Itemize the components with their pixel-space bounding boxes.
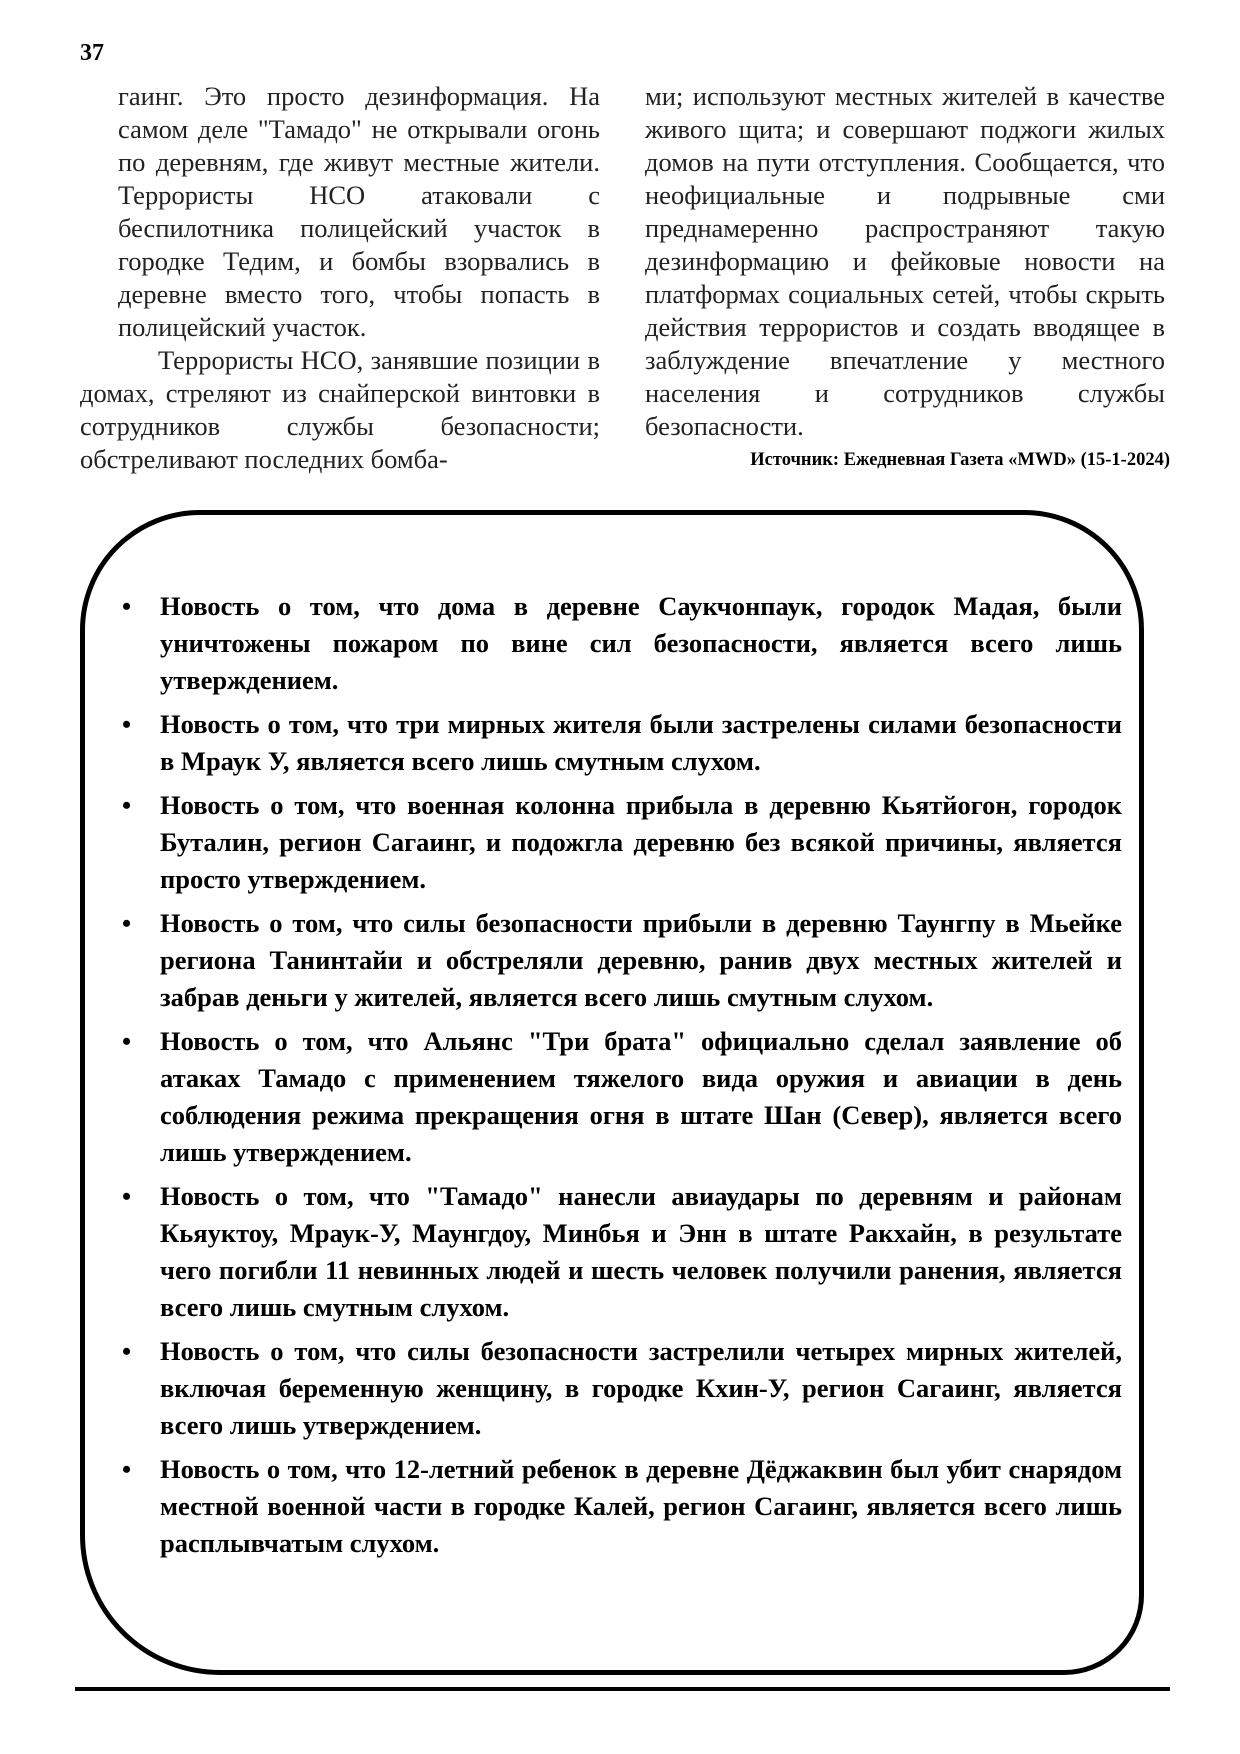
list-item (122, 1023, 1122, 1171)
right-column (645, 80, 1165, 443)
page-number: 37 (80, 40, 104, 66)
list-item-text: Новость о том, что "Тамадо" нанесли авиаудары по деревням и районам Кьяуктоу, Мраук-У, Маунгдоу, Минбья и Энн в штате Ракхайн, в результате чего погибли 11 невинных людей и шесть человек получили ранения, является всего лишь смутным слухом. (160, 1181, 1122, 1322)
list-item-text: Новость о том, что силы безопасности застрелили четырех мирных жителей, включая беременную женщину, в городке Кхин-У, регион Сагаинг, является всего лишь утверждением. (160, 1336, 1122, 1440)
bottom-divider (75, 1687, 1170, 1691)
left-paragraph-1: гаинг. Это просто дезинформация. На самом деле "Тамадо" не открывали огонь по деревням, где живут местные жители. Террористы НСО атаковали с беспилотника полицейский участок в городке Тедим, и бомбы взорвались в деревне вместо того, чтобы попасть в полицейский участок. (118, 81, 600, 342)
bullet-icon: • (122, 1027, 132, 1056)
list-item-text: Новость о том, что три мирных жителя были застрелены силами безопасности в Мраук У, является всего лишь смутным слухом. (160, 709, 1122, 776)
list-item (122, 905, 1122, 1016)
bullet-icon: • (122, 1455, 132, 1484)
bullet-icon: • (122, 1182, 132, 1211)
right-paragraph-1: ми; используют местных жителей в качестве живого щита; и совершают поджоги жилых домов на пути отступления. Сообщается, что неофициальные и подрывные сми преднамеренно распространяют такую дезинформацию и фейковые новости на платформах социальных сетей, чтобы скрыть действия террористов и создать вводящее в заблуждение впечатление у местного населения и сотрудников службы безопасности. (645, 81, 1165, 441)
list-item (122, 588, 1122, 699)
list-item (122, 787, 1122, 898)
list-item-text: Новость о том, что дома в деревне Саукчонпаук, городок Мадая, были уничтожены пожаром по вине сил безопасности, является всего лишь утверждением. (160, 591, 1122, 695)
list-item-text: Новость о том, что 12-летний ребенок в деревне Дёджаквин был убит снарядом местной военной части в городке Калей, регион Сагаинг, является всего лишь расплывчатым слухом. (160, 1454, 1122, 1558)
list-item (122, 1333, 1122, 1444)
left-paragraph-2: Террористы НСО, занявшие позиции в домах, стреляют из снайперской винтовки в сотрудников службы безопасности; обстреливают последних бомба- (80, 345, 600, 474)
list-item (122, 1451, 1122, 1562)
bullet-icon: • (122, 791, 132, 820)
list-item (122, 706, 1122, 780)
source-citation: Источник: Ежедневная Газета «MWD» (15-1-2024) (750, 450, 1170, 470)
list-item (122, 1178, 1122, 1326)
bullet-icon: • (122, 710, 132, 739)
left-column (80, 80, 600, 476)
bullet-icon: • (122, 909, 132, 938)
bullet-icon: • (122, 592, 132, 621)
list-item-text: Новость о том, что Альянс "Три брата" официально сделал заявление об атаках Тамадо с применением тяжелого вида оружия и авиации в день соблюдения режима прекращения огня в штате Шан (Север), является всего лишь утверждением. (160, 1026, 1122, 1167)
list-item-text: Новость о том, что военная колонна прибыла в деревню Кьятйогон, городок Буталин, регион Сагаинг, и подожгла деревню без всякой причины, является просто утверждением. (160, 790, 1122, 894)
list-item-text: Новость о том, что силы безопасности прибыли в деревню Таунгпу в Мьейке региона Танинтайи и обстреляли деревню, ранив двух местных жителей и забрав деньги у жителей, является всего лишь смутным слухом. (160, 908, 1122, 1012)
bullet-icon: • (122, 1337, 132, 1366)
bullet-list (122, 588, 1122, 1569)
